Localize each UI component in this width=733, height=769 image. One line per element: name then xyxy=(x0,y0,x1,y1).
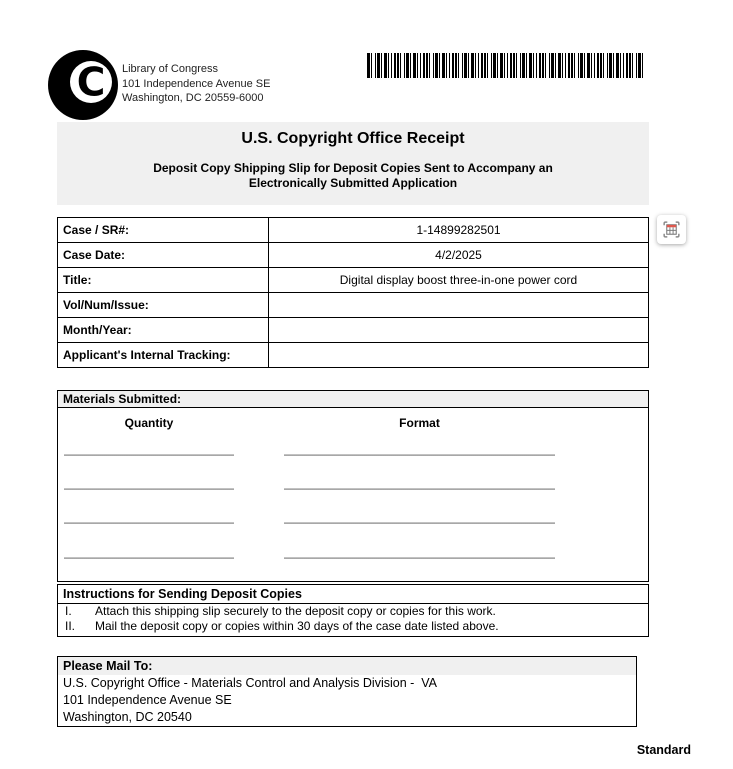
blank-write-in-line xyxy=(284,488,555,490)
instructions-header: Instructions for Sending Deposit Copies xyxy=(58,585,648,604)
title-label: Title: xyxy=(58,268,269,293)
month-year-label: Month/Year: xyxy=(58,318,269,343)
case-date-value: 4/2/2025 xyxy=(269,243,649,268)
blank-write-in-line xyxy=(284,557,555,559)
title-banner xyxy=(57,122,649,205)
vol-num-issue-value xyxy=(269,293,649,318)
mail-to-header: Please Mail To: xyxy=(58,657,636,675)
blank-write-in-line xyxy=(284,522,555,524)
quantity-column-header: Quantity xyxy=(124,416,174,430)
barcode xyxy=(367,53,643,78)
mail-to-line2: 101 Independence Avenue SE xyxy=(63,693,232,707)
table-row xyxy=(58,268,649,293)
table-row xyxy=(58,318,649,343)
copyright-c-icon xyxy=(48,50,118,120)
page-subtitle xyxy=(57,161,649,191)
table-row xyxy=(58,218,649,243)
instruction-numeral-1: I. xyxy=(65,604,72,618)
materials-submitted-section xyxy=(57,390,649,582)
mail-to-line3: Washington, DC 20540 xyxy=(63,710,192,724)
blank-write-in-line xyxy=(64,454,234,456)
table-capture-button[interactable] xyxy=(657,215,686,244)
list-item xyxy=(58,604,648,619)
table-row xyxy=(58,243,649,268)
subtitle-line1: Deposit Copy Shipping Slip for Deposit Copies Sent to Accompany an xyxy=(153,161,553,175)
org-address-line1: 101 Independence Avenue SE xyxy=(122,77,271,90)
org-name: Library of Congress xyxy=(122,63,218,75)
format-column-header: Format xyxy=(399,416,440,430)
sender-address-block xyxy=(122,62,270,106)
case-date-label: Case Date: xyxy=(58,243,269,268)
vol-num-issue-label: Vol/Num/Issue: xyxy=(58,293,269,318)
subtitle-line2: Electronically Submitted Application xyxy=(248,176,458,190)
org-address-line2: Washington, DC 20559-6000 xyxy=(122,92,264,104)
table-row xyxy=(58,293,649,318)
table-capture-icon xyxy=(661,219,682,240)
blank-write-in-line xyxy=(64,557,234,559)
page-title: U.S. Copyright Office Receipt xyxy=(241,130,465,147)
instruction-text-2: Mail the deposit copy or copies within 30 days of the case date listed above. xyxy=(95,619,499,633)
mail-to-line1: U.S. Copyright Office - Materials Control and Analysis Division - VA xyxy=(63,676,437,690)
copyright-office-logo xyxy=(48,50,118,120)
instructions-section xyxy=(57,584,649,637)
case-sr-label: Case / SR#: xyxy=(58,218,269,243)
internal-tracking-label: Applicant's Internal Tracking: xyxy=(58,343,269,368)
instruction-numeral-2: II. xyxy=(65,619,76,633)
blank-write-in-line xyxy=(64,488,234,490)
svg-text:C: C xyxy=(76,60,106,106)
standard-label: Standard xyxy=(636,743,691,757)
case-info-table xyxy=(57,217,649,368)
table-row xyxy=(58,343,649,368)
case-sr-value: 1-14899282501 xyxy=(269,218,649,243)
instruction-text-1: Attach this shipping slip securely to the deposit copy or copies for this work. xyxy=(95,604,496,618)
list-item xyxy=(58,619,648,634)
internal-tracking-value xyxy=(269,343,649,368)
month-year-value xyxy=(269,318,649,343)
title-value: Digital display boost three-in-one power cord xyxy=(269,268,649,293)
blank-write-in-line xyxy=(64,522,234,524)
blank-write-in-line xyxy=(284,454,555,456)
materials-header: Materials Submitted: xyxy=(58,391,648,408)
mail-to-section xyxy=(57,656,637,727)
